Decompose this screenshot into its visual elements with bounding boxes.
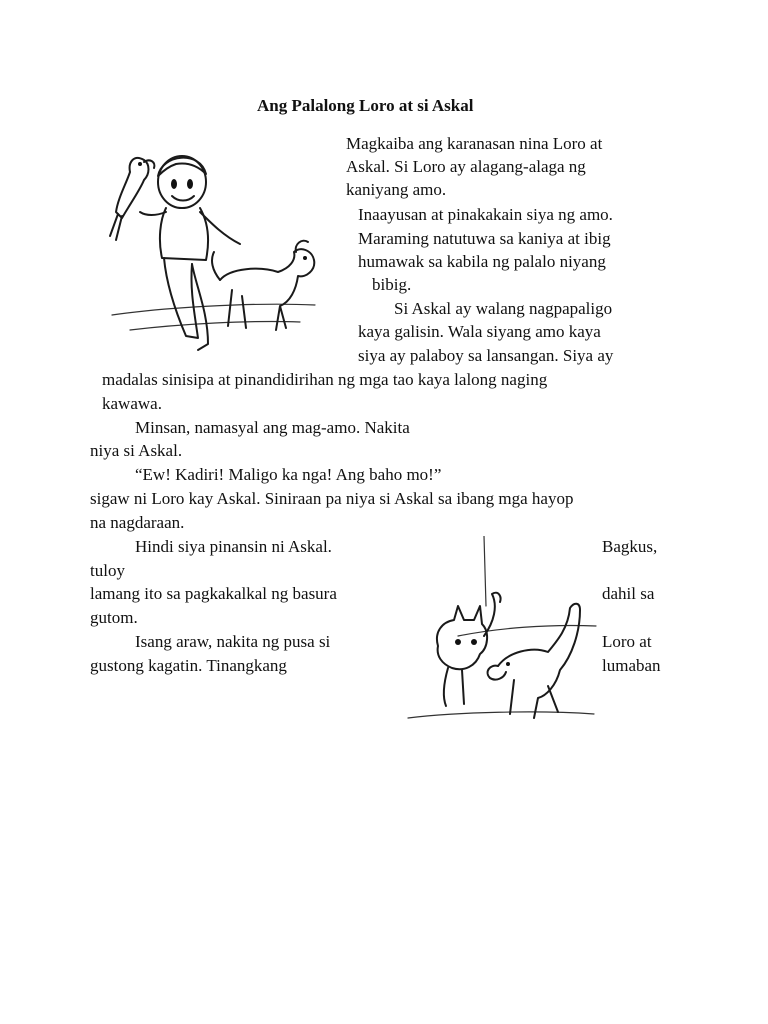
text-line: gutom. (90, 608, 138, 627)
text-line: na nagdaraan. (90, 513, 185, 532)
text-line: Maraming natutuwa sa kaniya at ibig (358, 229, 611, 248)
text-line: madalas sinisipa at pinandidirihan ng mga tao kaya lalong naging (102, 370, 548, 389)
page-title: Ang Palalong Loro at si Askal (257, 96, 474, 115)
text-line: Minsan, namasyal ang mag-amo. Nakita (135, 418, 410, 437)
text-line: Hindi siya pinansin ni Askal. (135, 537, 332, 556)
cat-and-dog-illustration (398, 536, 598, 722)
text-line: Loro at (602, 632, 652, 651)
text-line: Bagkus, (602, 537, 658, 556)
text-line: lamang ito sa pagkakalkal ng basura (90, 584, 337, 603)
text-line: Askal. Si Loro ay alagang-alaga ng (346, 157, 586, 176)
text-line: Si Askal ay walang nagpapaligo (394, 299, 613, 318)
text-line: “Ew! Kadiri! Maligo ka nga! Ang baho mo!” (135, 465, 442, 484)
text-line: tuloy (90, 561, 125, 580)
text-line: Inaayusan at pinakakain siya ng amo. (358, 205, 613, 224)
text-line: bibig. (372, 275, 412, 294)
text-line: niya si Askal. (90, 441, 183, 460)
text-line: dahil sa (602, 584, 655, 603)
text-line: lumaban (602, 656, 661, 675)
text-line: kaniyang amo. (346, 180, 447, 199)
text-line: humawak sa kabila ng palalo niyang (358, 252, 606, 271)
text-line: kaya galisin. Wala siyang amo kaya (358, 322, 601, 341)
text-line: sigaw ni Loro kay Askal. Siniraan pa niya si Askal sa ibang mga hayop (90, 489, 574, 508)
text-line: kawawa. (102, 394, 162, 413)
boy-parrot-dog-illustration (100, 140, 330, 360)
text-line: gustong kagatin. Tinangkang (90, 656, 287, 675)
text-line: Isang araw, nakita ng pusa si (135, 632, 331, 651)
text-line: siya ay palaboy sa lansangan. Siya ay (358, 346, 614, 365)
text-line: Magkaiba ang karanasan nina Loro at (346, 134, 603, 153)
